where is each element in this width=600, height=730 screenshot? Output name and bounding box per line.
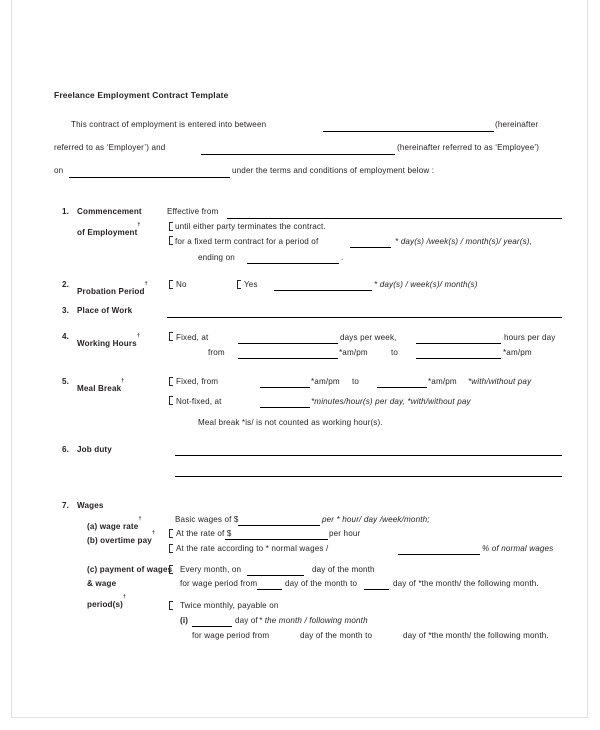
section-1-effective-from-blank[interactable] <box>227 218 562 219</box>
section-1-heading-line2: of Employment <box>77 228 138 237</box>
section-3-place-of-work-blank[interactable] <box>167 317 562 318</box>
wages-monthly-day-blank[interactable] <box>247 575 304 576</box>
section-5-heading-wrap <box>77 378 124 396</box>
section-1-ending-on-period: . <box>341 253 344 262</box>
section-2-units: * day(s) / week(s)/ month(s) <box>374 280 478 289</box>
wages-b-label-wrap <box>87 530 155 548</box>
page-title: Freelance Employment Contract Template <box>54 90 229 100</box>
wages-c-roman: (i) <box>180 616 189 625</box>
checkbox-meal-fixed[interactable] <box>169 377 173 386</box>
wages-b-line2-suffix: % of normal wages <box>482 544 554 553</box>
section-6-heading: Job duty <box>77 445 112 454</box>
intro-line1-after: (hereinafter <box>495 120 539 129</box>
checkbox-overtime-rate-hourly[interactable] <box>169 529 173 538</box>
wages-period-to-blank[interactable] <box>364 589 389 590</box>
section-5-line2-label: Not-fixed, at <box>176 397 222 406</box>
section-4-hours-per-day-label: hours per day <box>504 333 556 342</box>
wages-a-text: Basic wages of $ <box>175 515 239 524</box>
section-1-fixed-term-period-blank[interactable] <box>350 247 391 248</box>
section-2-heading: Probation Period <box>77 287 145 296</box>
section-2-number: 2. <box>62 280 70 289</box>
section-4-from-ampm: *am/pm <box>339 348 368 357</box>
section-5-heading: Meal Break <box>77 384 122 393</box>
wages-b-line2: At the rate according to * normal wages / <box>176 544 329 553</box>
wages-c-line1-suffix: day of the month <box>312 565 375 574</box>
section-4-hours-per-day-blank[interactable] <box>416 343 501 344</box>
checkbox-until-terminated[interactable] <box>169 222 173 231</box>
checkbox-pay-every-month[interactable] <box>169 565 173 574</box>
contract-body <box>12 0 589 718</box>
section-4-heading-wrap <box>77 333 140 351</box>
wages-a-units: per * hour/ day /week/month; <box>322 515 430 524</box>
section-5-line2-units: *minutes/hour(s) per day, *with/without pay <box>311 397 471 406</box>
section-4-line1-label: Fixed, at <box>176 333 209 342</box>
section-5-number: 5. <box>62 377 70 386</box>
section-1-superscript: † <box>137 221 141 228</box>
section-1-number: 1. <box>62 207 70 216</box>
section-1-heading-line2-wrap <box>77 222 141 240</box>
section-1-line3-units: * day(s) /week(s) / month(s)/ year(s), <box>395 237 533 246</box>
section-5-to-ampm: *am/pm <box>428 377 457 386</box>
wages-c-line4-b: * the month / following month <box>259 616 368 625</box>
wages-b-superscript: † <box>151 529 156 536</box>
wages-c-line2-b: day of the month to <box>285 579 358 588</box>
checkbox-pay-twice-monthly[interactable] <box>169 601 173 610</box>
intro-line2-before: referred to as ‘Employer’) and <box>54 143 166 152</box>
wages-b-line1: At the rate of $ <box>176 529 232 538</box>
section-4-superscript: † <box>136 332 140 339</box>
section-5-superscript: † <box>121 377 125 384</box>
checkbox-probation-yes[interactable] <box>237 280 241 289</box>
wages-c-line3: Twice monthly, payable on <box>180 601 279 610</box>
section-7-heading: Wages <box>77 501 104 510</box>
section-5-meal-from-blank[interactable] <box>260 387 310 388</box>
intro-line3-before: on <box>54 166 64 175</box>
section-5-from-ampm: *am/pm <box>311 377 340 386</box>
section-4-number: 4. <box>62 332 70 341</box>
intro-blank-employee[interactable] <box>201 154 395 155</box>
wages-overtime-amount-blank[interactable] <box>225 539 328 540</box>
section-2-heading-wrap <box>77 281 148 299</box>
section-3-heading: Place of Work <box>77 306 133 315</box>
wages-c-line2-a: for wage period from <box>180 579 258 588</box>
wages-c-line5-a: for wage period from <box>192 631 270 640</box>
section-6-number: 6. <box>62 445 70 454</box>
wages-a-superscript: † <box>138 515 142 522</box>
intro-blank-employer[interactable] <box>323 131 494 132</box>
section-7-number: 7. <box>62 501 70 510</box>
section-2-probation-length-blank[interactable] <box>274 290 372 291</box>
wages-twice-monthly-day-blank[interactable] <box>192 626 232 627</box>
section-4-line2-to: to <box>391 348 399 357</box>
section-4-from-time-blank[interactable] <box>238 358 338 359</box>
checkbox-working-hours-fixed[interactable] <box>169 332 173 341</box>
wages-c-line5-b: day of the month to <box>300 631 373 640</box>
intro-line2-after: (hereinafter referred to as ‘Employee’) <box>397 143 540 152</box>
checkbox-overtime-rate-percent[interactable] <box>169 544 173 553</box>
wages-basic-amount-blank[interactable] <box>238 525 320 526</box>
section-1-heading-line1: Commencement <box>77 207 142 216</box>
section-5-note: Meal break *is/ is not counted as working hour(s). <box>198 418 383 427</box>
wages-a-label: (a) wage rate <box>87 522 139 531</box>
section-4-line2-from: from <box>208 348 225 357</box>
wages-c-label-line1: (c) payment of wages <box>87 565 173 574</box>
section-1-ending-on-blank[interactable] <box>247 263 339 264</box>
section-1-line3-label: for a fixed term contract for a period of <box>175 237 319 246</box>
section-1-line2-label: until either party terminates the contract. <box>175 222 326 231</box>
section-1-line1-label: Effective from <box>167 207 219 216</box>
wages-c-line5-c: day of *the month/ the following month. <box>403 631 549 640</box>
wages-b-label: (b) overtime pay <box>87 536 152 545</box>
section-3-number: 3. <box>62 306 70 315</box>
wages-period-from-blank[interactable] <box>257 589 282 590</box>
section-2-superscript: † <box>144 280 148 287</box>
wages-c-label-line3: period(s) <box>87 600 123 609</box>
section-4-to-time-blank[interactable] <box>416 358 501 359</box>
section-5-meal-to-blank[interactable] <box>377 387 427 388</box>
wages-b-line1-suffix: per hour <box>329 529 361 538</box>
checkbox-fixed-term[interactable] <box>169 236 173 245</box>
section-5-meal-minutes-blank[interactable] <box>260 407 310 408</box>
checkbox-probation-no[interactable] <box>169 280 173 289</box>
wages-c-superscript: † <box>122 593 127 600</box>
document-page <box>11 0 588 718</box>
section-4-days-per-week-blank[interactable] <box>238 343 338 344</box>
wages-c-label-line3-wrap <box>87 594 126 612</box>
wages-overtime-percent-blank[interactable] <box>398 554 480 555</box>
section-4-to-ampm: *am/pm <box>503 348 532 357</box>
section-6-job-duty-blank-2[interactable] <box>175 476 562 477</box>
section-5-line1-label: Fixed, from <box>176 377 219 386</box>
wages-c-line2-c: day of *the month/ the following month. <box>393 579 539 588</box>
intro-blank-date[interactable] <box>69 177 230 178</box>
wages-c-line4-a: day of <box>235 616 258 625</box>
section-4-days-per-week-label: days per week, <box>340 333 397 342</box>
section-5-line1-to: to <box>352 377 360 386</box>
intro-line1-before: This contract of employment is entered into between <box>71 120 267 129</box>
intro-line3-after: under the terms and conditions of employment below : <box>232 166 435 175</box>
wages-c-line1: Every month, on <box>180 565 242 574</box>
section-2-option-no: No <box>176 280 187 289</box>
section-6-job-duty-blank-1[interactable] <box>175 455 562 456</box>
section-4-heading: Working Hours <box>77 339 137 348</box>
section-5-pay-option: *with/without pay <box>468 377 532 386</box>
checkbox-meal-not-fixed[interactable] <box>169 396 173 405</box>
section-1-ending-on-label: ending on <box>198 253 235 262</box>
section-2-option-yes: Yes <box>244 280 258 289</box>
wages-c-label-line2: & wage <box>87 579 117 588</box>
